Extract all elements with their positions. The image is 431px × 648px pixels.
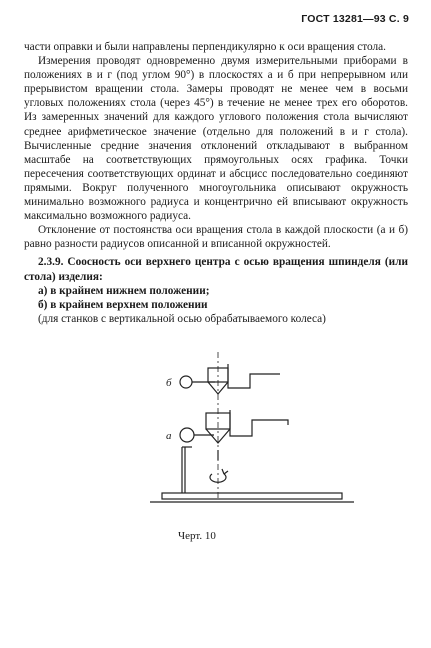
table-base	[162, 493, 342, 499]
list-item-b: б) в крайнем верхнем положении	[38, 298, 208, 311]
label-a: а	[166, 430, 172, 442]
paragraph-deviation: Отклонение от постоянства оси вращения стола в каждой плоскости (а и б) равно разности радиусов описанной и вписанной окружностей.	[24, 224, 408, 251]
list-item-a: а) в крайнем нижнем положении;	[38, 284, 210, 297]
paragraph-measurement: Измерения проводят одновременно двумя измерительными приборами в положениях в и г (под углом 90°) в плоскостях а и б при непрерывном или прерывистом вращении стола. Замеры проводят не менее чем в восьми угловых положениях стола (через 45°) в течение не менее трех его оборотов. Из замеренных значений для каждого углового положения стола вычисляют среднее арифметическое значение (отдельно для положений в и г стола). Вычисленные средние значения отклонений откладывают в выбранном масштабе на соответствующих прямоугольных осях графика. Точки пересечения соответствующих ординат и абсцисс последовательно соединяют прямыми. Вокруг полученного многоугольника описывают окружность минимально возможного радиуса и концентрично ей вписывают окружность максимально возможного радиуса.	[24, 55, 408, 223]
document-body	[24, 40, 408, 326]
section-note: (для станков с вертикальной осью обрабатываемого колеса)	[38, 312, 326, 325]
label-b: б	[166, 377, 172, 389]
figure-caption: Черт. 10	[178, 530, 216, 542]
paragraph-continuation: части оправки и были направлены перпендикулярно к оси вращения стола.	[24, 41, 387, 53]
figure-drawing	[140, 350, 370, 510]
indicator-a-icon	[180, 428, 194, 442]
section-title: 2.3.9. Соосность оси верхнего центра с осью вращения шпинделя (или стола) изделия:	[24, 256, 408, 283]
page-header: ГОСТ 13281—93 С. 9	[301, 13, 409, 25]
indicator-b-icon	[180, 376, 192, 388]
